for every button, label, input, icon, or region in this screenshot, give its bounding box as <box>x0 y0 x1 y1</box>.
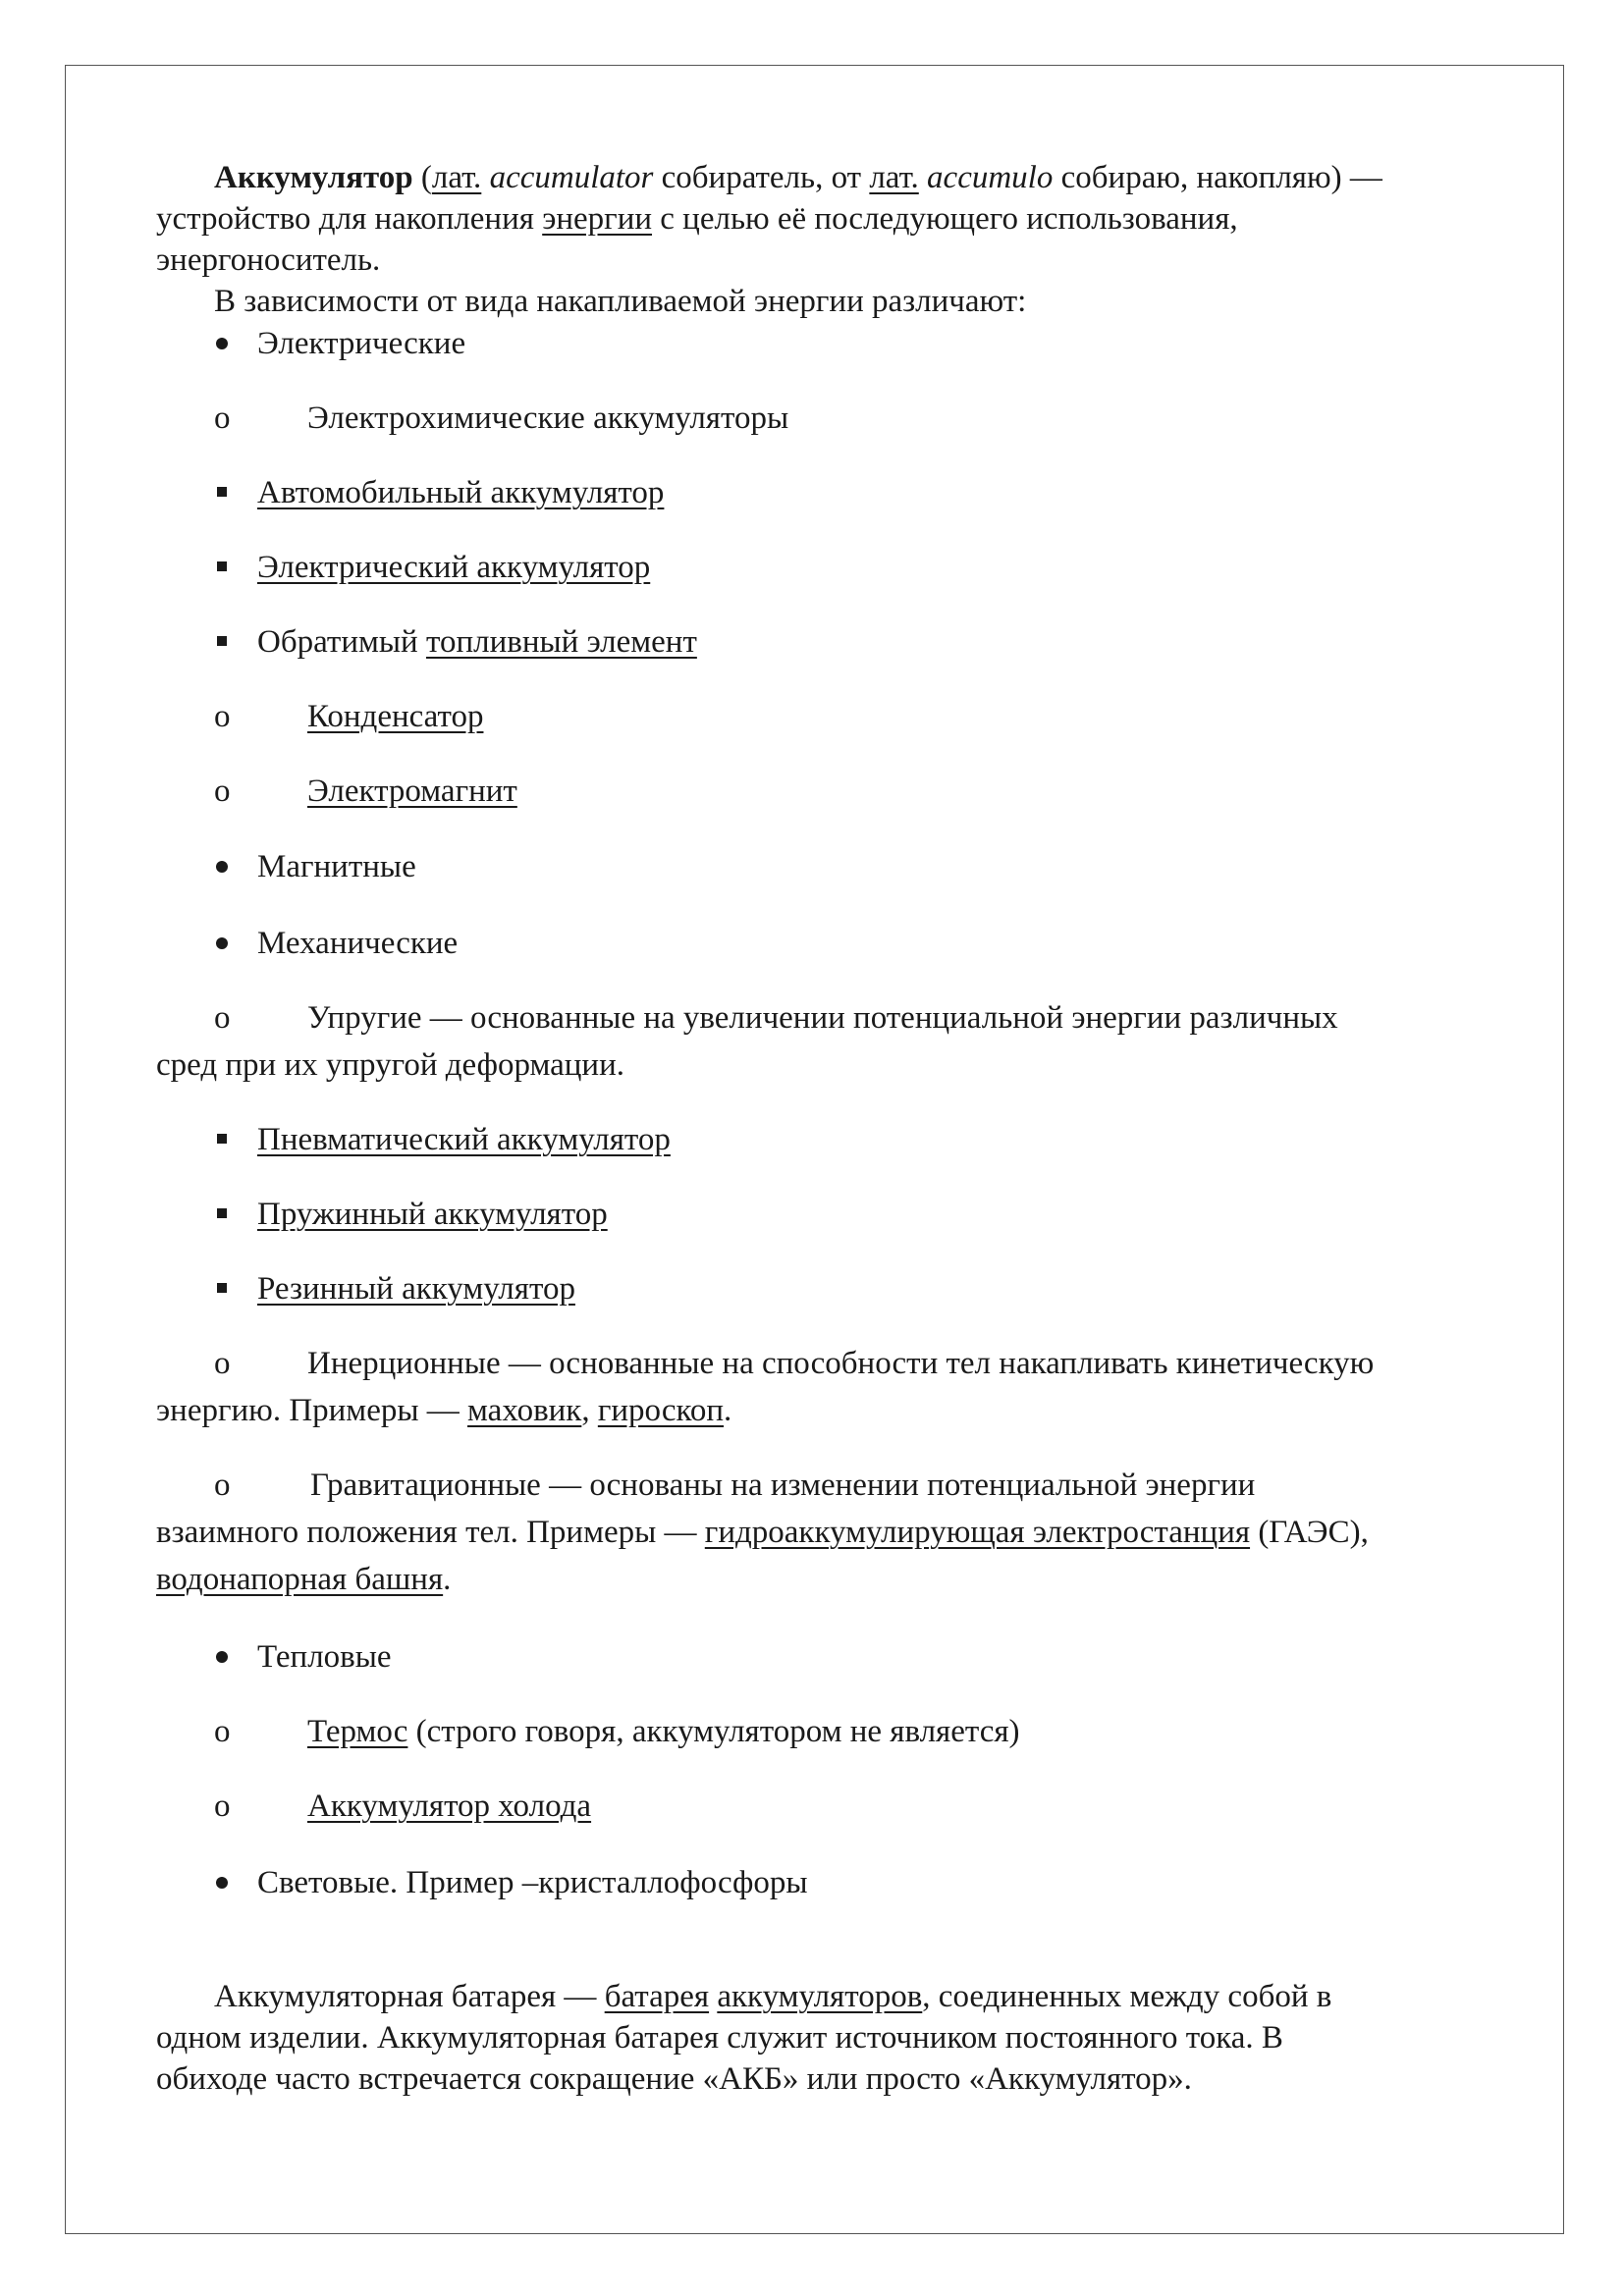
bullet-square <box>217 1283 227 1293</box>
list-item-electric: Электрические <box>257 326 466 361</box>
term-heading: Аккумулятор <box>214 160 413 195</box>
list-item-thermal: Тепловые <box>257 1639 392 1675</box>
accumulators-link[interactable]: аккумуляторов <box>717 1979 923 2014</box>
water-tower-link[interactable]: водонапорная башня <box>156 1562 444 1597</box>
hydro-link[interactable]: гидроаккумулирующая электростанция <box>704 1515 1251 1550</box>
list-item-car-battery <box>257 470 664 515</box>
list-item-electric-battery <box>257 545 650 590</box>
intro-line-4: В зависимости от вида накапливаемой энергии различают: <box>214 284 1027 319</box>
thermos-link[interactable]: Термос <box>307 1714 408 1749</box>
intro-line-3: энергоноситель. <box>156 242 381 278</box>
bullet-circle: o <box>214 1346 231 1381</box>
bullet-disc <box>216 861 228 873</box>
bullet-square <box>217 487 227 497</box>
list-item-magnetic: Магнитные <box>257 849 416 884</box>
list-item-light: Световые. Пример –кристаллофосфоры <box>257 1865 808 1900</box>
bullet-square <box>217 1134 227 1144</box>
bullet-square <box>217 1208 227 1218</box>
list-item-rubber <box>257 1266 575 1311</box>
bullet-disc <box>216 937 228 949</box>
list-item-cold <box>307 1784 591 1829</box>
electric-battery-link[interactable]: Электрический аккумулятор <box>257 550 651 585</box>
intro-line-1: Аккумулятор (лат. accumulator собиратель, от лат. accumulo собираю, накопляю) — <box>214 160 1382 195</box>
flywheel-link[interactable]: маховик <box>467 1393 582 1428</box>
list-item-capacitor <box>307 694 483 739</box>
battery-line-2: одном изделии. Аккумуляторная батарея служит источником постоянного тока. В <box>156 2020 1283 2056</box>
bullet-circle: o <box>214 774 231 809</box>
fuel-cell-link[interactable]: топливный элемент <box>425 624 697 660</box>
lat-link-2[interactable]: лат. <box>869 160 919 195</box>
bullet-square <box>217 561 227 571</box>
list-item-thermos: Термос (строго говоря, аккумулятором не является) <box>307 1714 1020 1749</box>
latin-word-2: accumulo <box>927 160 1054 195</box>
capacitor-link[interactable]: Конденсатор <box>307 699 484 734</box>
list-item-elastic-cont: сред при их упругой деформации. <box>156 1047 624 1083</box>
list-item-inertial-cont: энергию. Примеры — маховик, гироскоп. <box>156 1393 732 1428</box>
list-item-electromagnet <box>307 769 517 814</box>
bullet-circle: o <box>214 1789 231 1824</box>
bullet-disc <box>216 338 228 349</box>
lat-link-1[interactable]: лат. <box>431 160 482 195</box>
car-battery-link[interactable]: Автомобильный аккумулятор <box>257 475 665 510</box>
bullet-circle: o <box>214 699 231 734</box>
list-item-gravity-cont-2: водонапорная башня. <box>156 1562 452 1597</box>
list-item-electrochemical: Электрохимические аккумуляторы <box>307 400 789 436</box>
bullet-circle: o <box>214 400 231 436</box>
bullet-disc <box>216 1651 228 1663</box>
bullet-circle: o <box>214 1714 231 1749</box>
list-item-gravity-cont: взаимного положения тел. Примеры — гидроаккумулирующая электростанция (ГАЭС), <box>156 1515 1369 1550</box>
spring-link[interactable]: Пружинный аккумулятор <box>257 1197 608 1232</box>
list-item-gravity: Гравитационные — основаны на изменении потенциальной энергии <box>310 1468 1256 1503</box>
battery-line-1: Аккумуляторная батарея — батарея аккумуляторов, соединенных между собой в <box>214 1979 1332 2014</box>
bullet-circle: o <box>214 1468 231 1503</box>
bullet-square <box>217 636 227 646</box>
bullet-circle: o <box>214 1000 231 1036</box>
gyroscope-link[interactable]: гироскоп <box>597 1393 725 1428</box>
list-item-mechanical: Механические <box>257 926 459 961</box>
energy-link[interactable]: энергии <box>542 201 653 237</box>
bullet-disc <box>216 1877 228 1889</box>
battery-line-3: обиходе часто встречается сокращение «АКБ» или просто «Аккумулятор». <box>156 2061 1192 2097</box>
latin-word-1: accumulator <box>489 160 654 195</box>
list-item-spring <box>257 1192 608 1237</box>
intro-line-2: устройство для накопления энергии с целью её последующего использования, <box>156 201 1238 237</box>
list-item-pneumatic <box>257 1117 671 1162</box>
list-item-elastic: Упругие — основанные на увеличении потенциальной энергии различных <box>307 1000 1338 1036</box>
electromagnet-link[interactable]: Электромагнит <box>307 774 517 809</box>
battery-link[interactable]: батарея <box>604 1979 710 2014</box>
rubber-link[interactable]: Резинный аккумулятор <box>257 1271 575 1307</box>
list-item-reversible: Обратимый топливный элемент <box>257 624 697 660</box>
cold-link[interactable]: Аккумулятор холода <box>307 1789 592 1824</box>
list-item-inertial: Инерционные — основанные на способности тел накапливать кинетическую <box>307 1346 1375 1381</box>
pneumatic-link[interactable]: Пневматический аккумулятор <box>257 1122 671 1157</box>
